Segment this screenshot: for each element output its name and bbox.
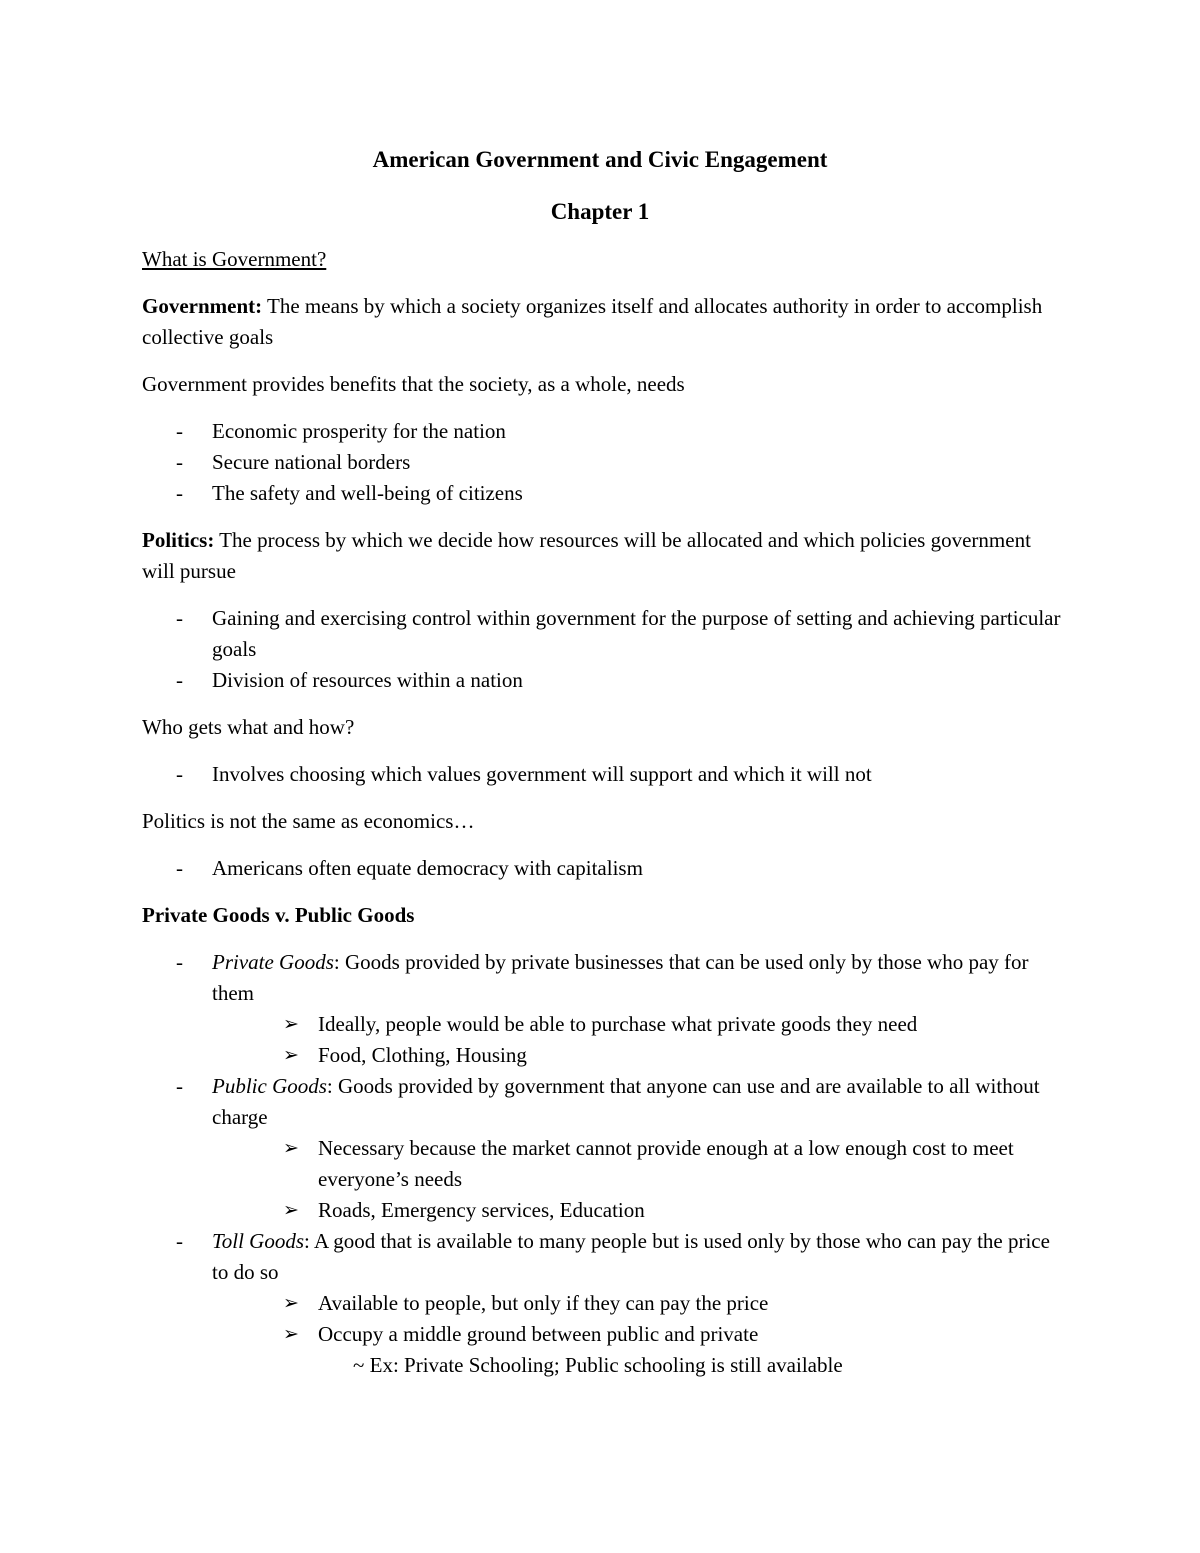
goods-list <box>142 947 1062 1381</box>
private-goods-definition: : Goods provided by private businesses that can be used only by those who pay for them <box>212 950 1029 1005</box>
politics-definition-text: The process by which we decide how resources will be allocated and which policies government will pursue <box>142 528 1031 583</box>
public-goods-term: Public Goods <box>212 1074 327 1098</box>
politics-list <box>142 603 1062 696</box>
document-body <box>142 244 1062 1381</box>
arrow-bullet-icon: ➢ <box>283 1199 299 1221</box>
economics-line: Politics is not the same as economics… <box>142 809 475 833</box>
arrow-bullet-icon: ➢ <box>283 1292 299 1314</box>
arrow-bullet-icon: ➢ <box>283 1137 299 1159</box>
politics-term: Politics: <box>142 528 215 552</box>
list-item: - Americans often equate democracy with capitalism <box>142 853 1062 884</box>
list-item: - Division of resources within a nation <box>142 665 1062 696</box>
sub-list-text: Occupy a middle ground between public and private <box>318 1322 759 1346</box>
sub-list-item <box>142 1195 1062 1226</box>
goods-heading: Private Goods v. Public Goods <box>142 903 415 927</box>
who-gets-line: Who gets what and how? <box>142 715 355 739</box>
sub-list-item <box>142 1040 1062 1071</box>
arrow-bullet-icon: ➢ <box>283 1044 299 1066</box>
toll-goods-term: Toll Goods <box>212 1229 305 1253</box>
list-item: - The safety and well-being of citizens <box>142 478 1062 509</box>
sub-list-item <box>142 1133 1062 1195</box>
private-goods-item <box>142 947 1062 1009</box>
private-goods-term: Private Goods <box>212 950 334 974</box>
sub-list-text: Necessary because the market cannot provide enough at a low enough cost to meet everyone’s needs <box>318 1136 1014 1191</box>
politics-definition <box>142 525 1062 587</box>
sub-list-item <box>142 1319 1062 1350</box>
toll-goods-item <box>142 1226 1062 1288</box>
sub-list-text: Food, Clothing, Housing <box>318 1043 527 1067</box>
sub-list-item <box>142 1288 1062 1319</box>
economics-list <box>142 853 1062 884</box>
government-term: Government: <box>142 294 263 318</box>
sub-list-text: Roads, Emergency services, Education <box>318 1198 645 1222</box>
government-definition <box>142 291 1062 353</box>
sub-list-text: Available to people, but only if they can pay the price <box>318 1291 769 1315</box>
who-list <box>142 759 1062 790</box>
arrow-bullet-icon: ➢ <box>283 1323 299 1345</box>
arrow-bullet-icon: ➢ <box>283 1013 299 1035</box>
list-item: - Involves choosing which values government will support and which it will not <box>142 759 1062 790</box>
toll-goods-definition: : A good that is available to many people but is used only by those who can pay the price to do so <box>212 1229 1050 1284</box>
public-goods-definition: : Goods provided by government that anyone can use and are available to all without charge <box>212 1074 1040 1129</box>
list-item: - Secure national borders <box>142 447 1062 478</box>
list-item: - Economic prosperity for the nation <box>142 416 1062 447</box>
public-goods-item <box>142 1071 1062 1133</box>
benefits-intro: Government provides benefits that the society, as a whole, needs <box>142 372 685 396</box>
government-definition-text: The means by which a society organizes itself and allocates authority in order to accomplish collective goals <box>142 294 1043 349</box>
sub-list-item <box>142 1009 1062 1040</box>
document-title: American Government and Civic Engagement <box>372 147 828 172</box>
chapter-heading: Chapter 1 <box>550 199 650 224</box>
list-item: - Gaining and exercising control within government for the purpose of setting and achieving particular goals <box>142 603 1062 665</box>
section-heading: What is Government? <box>142 247 327 271</box>
benefits-list <box>142 416 1062 509</box>
sub-list-text: Ideally, people would be able to purchase what private goods they need <box>318 1012 918 1036</box>
toll-goods-example: ~ Ex: Private Schooling; Public schooling is still available <box>353 1353 843 1377</box>
